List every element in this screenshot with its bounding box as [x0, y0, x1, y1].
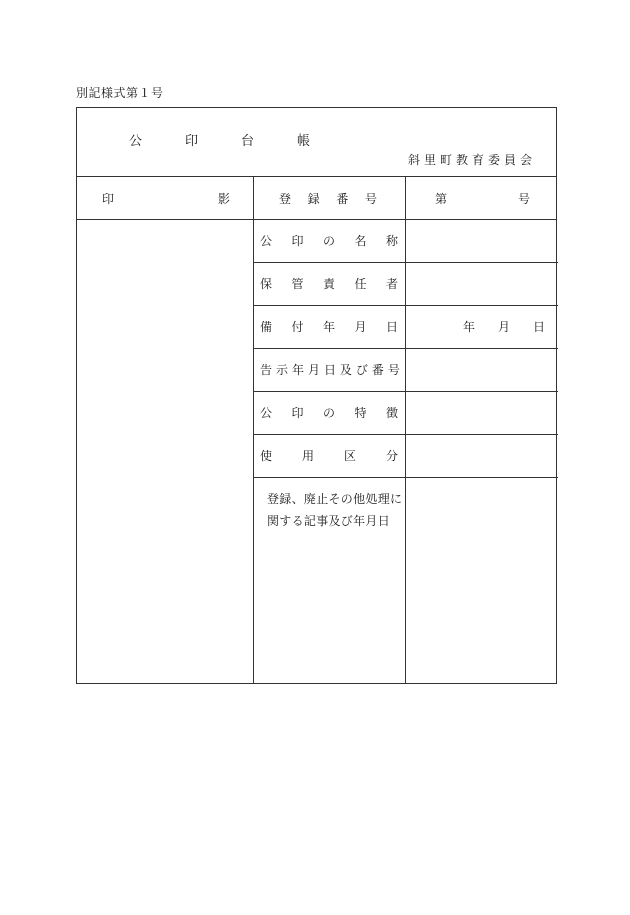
row-label-notice-date-number: [260, 361, 400, 377]
title-char: 台: [241, 134, 255, 149]
row-label-usage-category: [260, 447, 398, 463]
label-char: 分: [385, 448, 398, 463]
label-char: の: [322, 233, 335, 248]
row-divider: [77, 176, 556, 177]
installation-date-field: [463, 318, 545, 334]
label-char: 付: [291, 319, 304, 334]
label-char: 責: [322, 276, 335, 291]
form-number: 別記様式第１号: [76, 86, 164, 100]
label-char: 称: [385, 233, 398, 248]
header-char: 番: [336, 191, 349, 206]
seal-register-form: [76, 107, 557, 684]
label-char: び: [355, 362, 368, 377]
label-char: 年: [322, 319, 335, 334]
title-char: 帳: [297, 134, 311, 149]
note-line: 登録、廃止その他処理に: [267, 492, 403, 506]
label-char: 用: [301, 448, 314, 463]
header-char: 登: [279, 191, 292, 206]
label-char: 保: [260, 276, 273, 291]
issuer-name: 斜里町教育委員会: [407, 153, 536, 167]
form-title: [129, 130, 310, 149]
row-label-installation-date: [260, 318, 398, 334]
label-char: 番: [371, 362, 384, 377]
label-char: 使: [260, 448, 273, 463]
label-char: 公: [260, 405, 273, 420]
header-char: 影: [217, 191, 230, 206]
label-char: 印: [291, 233, 304, 248]
seal-image-header: [102, 190, 230, 206]
label-char: 公: [260, 233, 273, 248]
label-char: 日: [323, 362, 336, 377]
record-notes-label: [267, 488, 407, 532]
note-line: 関する記事及び年月日: [267, 514, 391, 528]
row-label-custodian: [260, 275, 398, 291]
label-char: 備: [260, 319, 273, 334]
label-char: 者: [385, 276, 398, 291]
label-char: 号: [387, 362, 400, 377]
label-char: 月: [354, 319, 367, 334]
label-char: 管: [291, 276, 304, 291]
column-divider: [405, 176, 406, 684]
label-char: 告: [260, 362, 273, 377]
label-char: 示: [275, 362, 288, 377]
label-char: 及: [339, 362, 352, 377]
row-label-seal-name: [260, 232, 398, 248]
date-char: 年: [463, 319, 476, 334]
date-char: 月: [497, 319, 510, 334]
label-char: 特: [354, 405, 367, 420]
label-char: の: [322, 405, 335, 420]
label-char: 任: [354, 276, 367, 291]
label-char: 名: [354, 233, 367, 248]
title-char: 印: [185, 134, 199, 149]
header-char: 第: [435, 191, 448, 206]
label-char: 印: [291, 405, 304, 420]
label-char: 月: [307, 362, 320, 377]
title-char: 公: [129, 134, 143, 149]
registration-number-header: [279, 190, 377, 206]
label-char: 徴: [385, 405, 398, 420]
header-char: 録: [307, 191, 320, 206]
header-char: 印: [102, 191, 115, 206]
label-char: 年: [291, 362, 304, 377]
column-divider: [253, 176, 254, 684]
date-char: 日: [532, 319, 545, 334]
header-char: 号: [517, 191, 530, 206]
label-char: 区: [343, 448, 356, 463]
row-divider: [77, 219, 556, 220]
row-label-seal-features: [260, 404, 398, 420]
header-char: 号: [364, 191, 377, 206]
label-char: 日: [385, 319, 398, 334]
number-value-field: [435, 190, 530, 206]
